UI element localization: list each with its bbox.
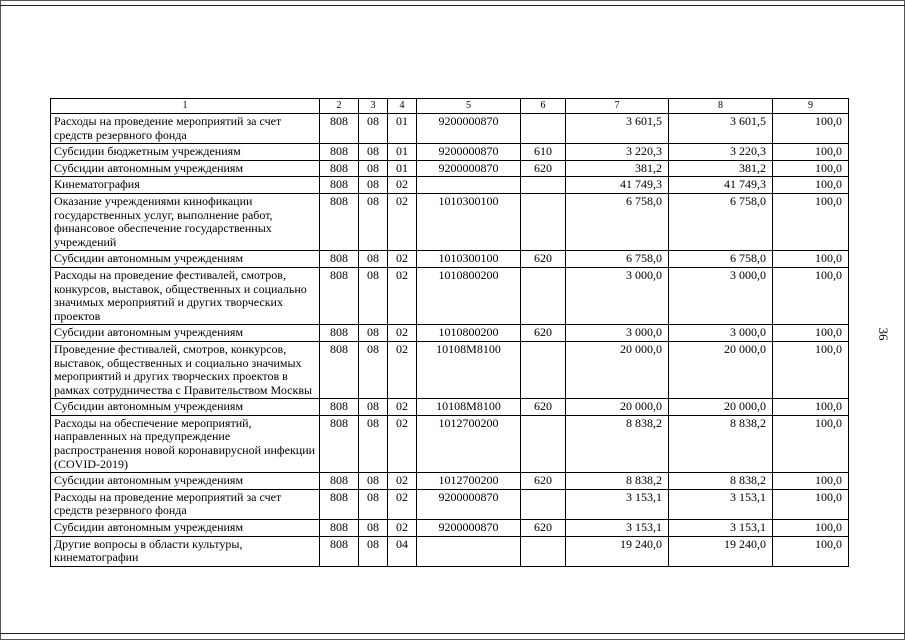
expense-type-cell	[521, 341, 566, 398]
expense-name-cell: Другие вопросы в области культуры, кинематографии	[51, 536, 320, 566]
table-row	[51, 160, 849, 177]
table-row	[51, 177, 849, 194]
percent-cell: 100,0	[773, 473, 849, 490]
percent-cell: 100,0	[773, 144, 849, 161]
table-row	[51, 341, 849, 398]
executed-amount-cell: 8 838,2	[669, 473, 773, 490]
target-article-cell: 1010300100	[417, 193, 521, 250]
executed-amount-cell: 3 000,0	[669, 325, 773, 342]
ministry-code-cell: 808	[320, 144, 359, 161]
target-article-cell: 10108М8100	[417, 341, 521, 398]
target-article-cell: 9200000870	[417, 114, 521, 144]
percent-cell: 100,0	[773, 489, 849, 519]
approved-amount-cell: 381,2	[566, 160, 669, 177]
subsection-code-cell: 01	[388, 144, 417, 161]
approved-amount-cell: 20 000,0	[566, 341, 669, 398]
top-edge-line	[0, 5, 905, 6]
section-code-cell: 08	[359, 193, 388, 250]
section-code-cell: 08	[359, 177, 388, 194]
executed-amount-cell: 20 000,0	[669, 341, 773, 398]
percent-cell: 100,0	[773, 193, 849, 250]
target-article-cell: 9200000870	[417, 144, 521, 161]
percent-cell: 100,0	[773, 520, 849, 537]
ministry-code-cell: 808	[320, 399, 359, 416]
section-code-cell: 08	[359, 473, 388, 490]
expense-name-cell: Субсидии автономным учреждениям	[51, 399, 320, 416]
percent-cell: 100,0	[773, 325, 849, 342]
section-code-cell: 08	[359, 520, 388, 537]
target-article-cell	[417, 536, 521, 566]
table-row	[51, 536, 849, 566]
percent-cell: 100,0	[773, 341, 849, 398]
ministry-code-cell: 808	[320, 160, 359, 177]
executed-amount-cell: 8 838,2	[669, 415, 773, 472]
approved-amount-cell: 3 153,1	[566, 520, 669, 537]
column-header: 4	[388, 99, 417, 114]
approved-amount-cell: 8 838,2	[566, 415, 669, 472]
approved-amount-cell: 3 153,1	[566, 489, 669, 519]
table-row	[51, 325, 849, 342]
table-row	[51, 193, 849, 250]
expense-type-cell: 620	[521, 160, 566, 177]
expense-name-cell: Оказание учреждениями кинофикации государственных услуг, выполнение работ, финансовое обеспечение государственных учреждений	[51, 193, 320, 250]
expense-type-cell: 610	[521, 144, 566, 161]
section-code-cell: 08	[359, 114, 388, 144]
ministry-code-cell: 808	[320, 520, 359, 537]
percent-cell: 100,0	[773, 251, 849, 268]
target-article-cell: 1012700200	[417, 473, 521, 490]
expense-type-cell	[521, 267, 566, 324]
expense-name-cell: Расходы на проведение фестивалей, смотров, конкурсов, выставок, общественных и социально значимых мероприятий и других творческих проектов	[51, 267, 320, 324]
target-article-cell: 1012700200	[417, 415, 521, 472]
percent-cell: 100,0	[773, 399, 849, 416]
executed-amount-cell: 3 601,5	[669, 114, 773, 144]
target-article-cell: 9200000870	[417, 160, 521, 177]
expense-type-cell	[521, 177, 566, 194]
subsection-code-cell: 02	[388, 415, 417, 472]
table-row	[51, 415, 849, 472]
expense-name-cell: Субсидии автономным учреждениям	[51, 160, 320, 177]
percent-cell: 100,0	[773, 536, 849, 566]
subsection-code-cell: 02	[388, 325, 417, 342]
expense-name-cell: Расходы на обеспечение мероприятий, направленных на предупреждение распространения новой коронавирусной инфекции (COVID-2019)	[51, 415, 320, 472]
header-row	[51, 99, 849, 114]
section-code-cell: 08	[359, 415, 388, 472]
column-header: 2	[320, 99, 359, 114]
percent-cell: 100,0	[773, 415, 849, 472]
expense-type-cell	[521, 193, 566, 250]
expense-name-cell: Субсидии бюджетным учреждениям	[51, 144, 320, 161]
table-row	[51, 473, 849, 490]
target-article-cell: 9200000870	[417, 520, 521, 537]
executed-amount-cell: 6 758,0	[669, 251, 773, 268]
expense-name-cell: Субсидии автономным учреждениям	[51, 251, 320, 268]
table-row	[51, 144, 849, 161]
ministry-code-cell: 808	[320, 325, 359, 342]
section-code-cell: 08	[359, 160, 388, 177]
subsection-code-cell: 02	[388, 267, 417, 324]
expense-type-cell: 620	[521, 251, 566, 268]
executed-amount-cell: 3 220,3	[669, 144, 773, 161]
expense-name-cell: Субсидии автономным учреждениям	[51, 520, 320, 537]
target-article-cell: 10108М8100	[417, 399, 521, 416]
approved-amount-cell: 41 749,3	[566, 177, 669, 194]
ministry-code-cell: 808	[320, 473, 359, 490]
table-row	[51, 399, 849, 416]
column-header: 1	[51, 99, 320, 114]
executed-amount-cell: 41 749,3	[669, 177, 773, 194]
section-code-cell: 08	[359, 489, 388, 519]
ministry-code-cell: 808	[320, 267, 359, 324]
subsection-code-cell: 02	[388, 251, 417, 268]
target-article-cell: 1010300100	[417, 251, 521, 268]
section-code-cell: 08	[359, 144, 388, 161]
column-header: 6	[521, 99, 566, 114]
approved-amount-cell: 6 758,0	[566, 251, 669, 268]
subsection-code-cell: 02	[388, 473, 417, 490]
ministry-code-cell: 808	[320, 193, 359, 250]
ministry-code-cell: 808	[320, 536, 359, 566]
executed-amount-cell: 381,2	[669, 160, 773, 177]
ministry-code-cell: 808	[320, 114, 359, 144]
expense-type-cell: 620	[521, 473, 566, 490]
section-code-cell: 08	[359, 267, 388, 324]
expense-type-cell: 620	[521, 520, 566, 537]
expense-type-cell	[521, 489, 566, 519]
executed-amount-cell: 20 000,0	[669, 399, 773, 416]
expense-name-cell: Кинематография	[51, 177, 320, 194]
target-article-cell: 9200000870	[417, 489, 521, 519]
approved-amount-cell: 3 220,3	[566, 144, 669, 161]
approved-amount-cell: 8 838,2	[566, 473, 669, 490]
approved-amount-cell: 3 000,0	[566, 325, 669, 342]
section-code-cell: 08	[359, 325, 388, 342]
executed-amount-cell: 19 240,0	[669, 536, 773, 566]
bottom-edge-line	[0, 633, 905, 634]
subsection-code-cell: 02	[388, 399, 417, 416]
approved-amount-cell: 3 000,0	[566, 267, 669, 324]
percent-cell: 100,0	[773, 114, 849, 144]
expense-type-cell	[521, 536, 566, 566]
target-article-cell: 1010800200	[417, 325, 521, 342]
expense-type-cell: 620	[521, 325, 566, 342]
approved-amount-cell: 19 240,0	[566, 536, 669, 566]
table-row	[51, 251, 849, 268]
subsection-code-cell: 01	[388, 114, 417, 144]
approved-amount-cell: 20 000,0	[566, 399, 669, 416]
column-header: 8	[669, 99, 773, 114]
ministry-code-cell: 808	[320, 341, 359, 398]
section-code-cell: 08	[359, 251, 388, 268]
percent-cell: 100,0	[773, 267, 849, 324]
expense-type-cell	[521, 114, 566, 144]
expense-name-cell: Проведение фестивалей, смотров, конкурсов, выставок, общественных и социально значимых мероприятий и других творческих проектов в рамках сотрудничества с Правительством Москвы	[51, 341, 320, 398]
expense-type-cell: 620	[521, 399, 566, 416]
section-code-cell: 08	[359, 536, 388, 566]
subsection-code-cell: 02	[388, 177, 417, 194]
column-header: 9	[773, 99, 849, 114]
subsection-code-cell: 02	[388, 520, 417, 537]
percent-cell: 100,0	[773, 177, 849, 194]
subsection-code-cell: 04	[388, 536, 417, 566]
target-article-cell	[417, 177, 521, 194]
executed-amount-cell: 3 000,0	[669, 267, 773, 324]
column-header: 7	[566, 99, 669, 114]
column-header: 3	[359, 99, 388, 114]
executed-amount-cell: 6 758,0	[669, 193, 773, 250]
target-article-cell: 1010800200	[417, 267, 521, 324]
page-number: 36	[876, 327, 891, 341]
ministry-code-cell: 808	[320, 489, 359, 519]
table-row	[51, 520, 849, 537]
expense-name-cell: Расходы на проведение мероприятий за счет средств резервного фонда	[51, 489, 320, 519]
table-row	[51, 489, 849, 519]
table-body	[51, 114, 849, 567]
ministry-code-cell: 808	[320, 177, 359, 194]
table-row	[51, 267, 849, 324]
expense-name-cell: Расходы на проведение мероприятий за счет средств резервного фонда	[51, 114, 320, 144]
ministry-code-cell: 808	[320, 415, 359, 472]
column-header: 5	[417, 99, 521, 114]
subsection-code-cell: 01	[388, 160, 417, 177]
subsection-code-cell: 02	[388, 341, 417, 398]
budget-table	[50, 98, 849, 567]
executed-amount-cell: 3 153,1	[669, 489, 773, 519]
subsection-code-cell: 02	[388, 489, 417, 519]
section-code-cell: 08	[359, 399, 388, 416]
ministry-code-cell: 808	[320, 251, 359, 268]
table-row	[51, 114, 849, 144]
expense-type-cell	[521, 415, 566, 472]
expense-name-cell: Субсидии автономным учреждениям	[51, 325, 320, 342]
executed-amount-cell: 3 153,1	[669, 520, 773, 537]
expense-name-cell: Субсидии автономным учреждениям	[51, 473, 320, 490]
percent-cell: 100,0	[773, 160, 849, 177]
section-code-cell: 08	[359, 341, 388, 398]
approved-amount-cell: 3 601,5	[566, 114, 669, 144]
approved-amount-cell: 6 758,0	[566, 193, 669, 250]
subsection-code-cell: 02	[388, 193, 417, 250]
